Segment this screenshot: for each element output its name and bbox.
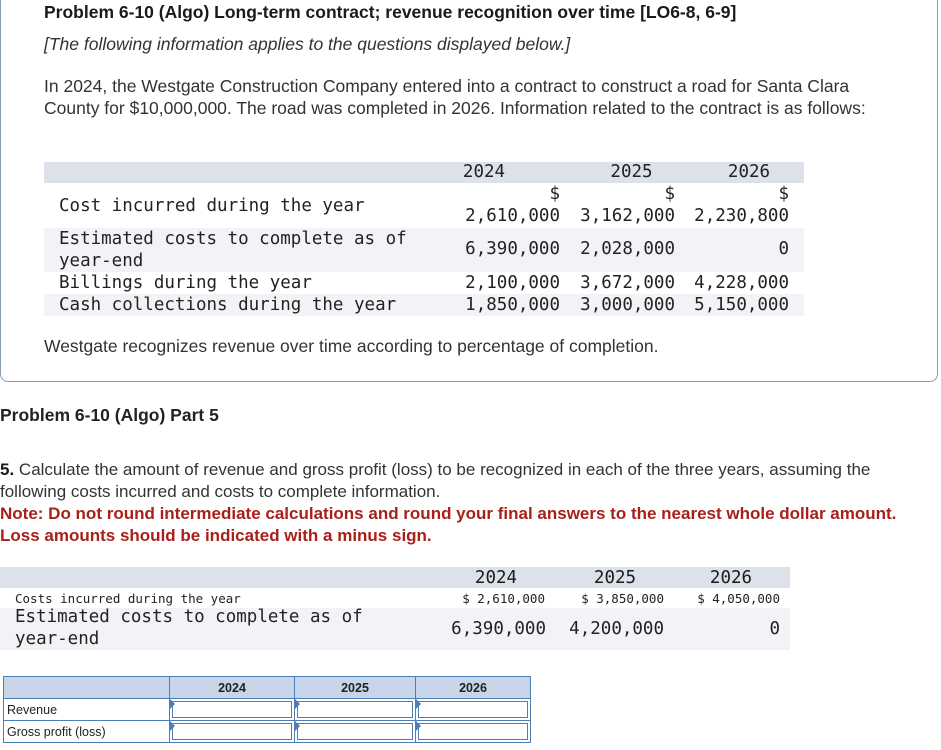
answer-header-2024: 2024 [170,677,295,699]
table2-header [0,567,790,588]
table2-year-2026: 2026 [709,568,753,588]
cell-value: $ 3,850,000 [581,591,664,606]
table1-year-2026: 2026 [727,162,771,182]
cell-value: $ 4,050,000 [697,591,780,606]
table2-year-2024: 2024 [474,568,518,588]
table1-year-2024: 2024 [462,162,506,182]
question-text [0,459,935,503]
gross-profit-2025-input[interactable] [295,721,416,743]
table2-row2-label-line1: Estimated costs to complete as of [15,607,363,627]
answer-header-blank [4,677,170,699]
cell-value: 0 [769,619,780,639]
row-label-line1: Estimated costs to complete as of [59,229,407,249]
cell-value: 5,150,000 [694,295,789,315]
cell-value: 0 [778,239,789,259]
table1-year-2025: 2025 [610,162,653,182]
cell-value: 4,228,000 [694,273,789,293]
problem-note: [The following information applies to the questions displayed below.] [44,34,571,54]
currency-sign: $ [664,184,675,204]
table2-year-2025: 2025 [593,568,637,588]
row-label: Cost incurred during the year [59,196,365,216]
problem-conclusion: Westgate recognizes revenue over time according to percentage of completion. [44,336,659,356]
table2-row1-label: Costs incurred during the year [15,591,241,606]
cell-value: 2,100,000 [465,273,560,293]
table1-row [44,272,804,294]
question-number: 5. [0,460,15,479]
table1-header [44,162,804,183]
table2-row2-label-line2: year-end [15,629,100,649]
cell-value: 4,200,000 [569,619,664,639]
answer-header-2025: 2025 [295,677,416,699]
gross-profit-2026-input[interactable] [416,721,531,743]
answer-header-2026: 2026 [416,677,531,699]
answer-row-label-revenue: Revenue [4,699,170,721]
revenue-2026-input[interactable] [416,699,531,721]
question-body: Calculate the amount of revenue and gross profit (loss) to be recognized in each of the three years, assuming the following costs incurred and costs to complete information. [0,460,871,501]
cell-value: 3,672,000 [580,273,675,293]
cell-value: $ 2,610,000 [462,591,545,606]
instruction-note: Note: Do not round intermediate calculations and round your final answers to the nearest whole dollar amount. Loss amounts should be indicated with a minus sign. [0,504,897,545]
row-label: Cash collections during the year [59,295,397,315]
part-title: Problem 6-10 (Algo) Part 5 [0,405,219,425]
cell-value: 6,390,000 [465,239,560,259]
answer-table [3,676,531,743]
cell-value: 6,390,000 [451,619,546,639]
revenue-2024-input[interactable] [170,699,295,721]
problem-title: Problem 6-10 (Algo) Long-term contract; revenue recognition over time [LO6-8, 6-9] [44,2,737,22]
revenue-2025-input[interactable] [295,699,416,721]
gross-profit-2024-input[interactable] [170,721,295,743]
cell-value: 2,230,800 [694,206,789,226]
cell-value: 2,610,000 [465,206,560,226]
cell-value: 2,028,000 [580,239,675,259]
row-label-line2: year-end [59,251,144,271]
table1-row [44,183,804,227]
cell-value: 3,162,000 [580,206,675,226]
currency-sign: $ [549,184,560,204]
problem-intro: In 2024, the Westgate Construction Company entered into a contract to construct a road for Santa Clara County for $10,000,000. The road was completed in 2026. Information related to the contract is as follows: [44,76,866,118]
row-label: Billings during the year [59,273,312,293]
cell-value: 1,850,000 [465,295,560,315]
table1-row [44,228,804,272]
currency-sign: $ [778,184,789,204]
answer-row-label-gross-profit: Gross profit (loss) [4,721,170,743]
table1-row [44,294,804,316]
cell-value: 3,000,000 [580,295,675,315]
